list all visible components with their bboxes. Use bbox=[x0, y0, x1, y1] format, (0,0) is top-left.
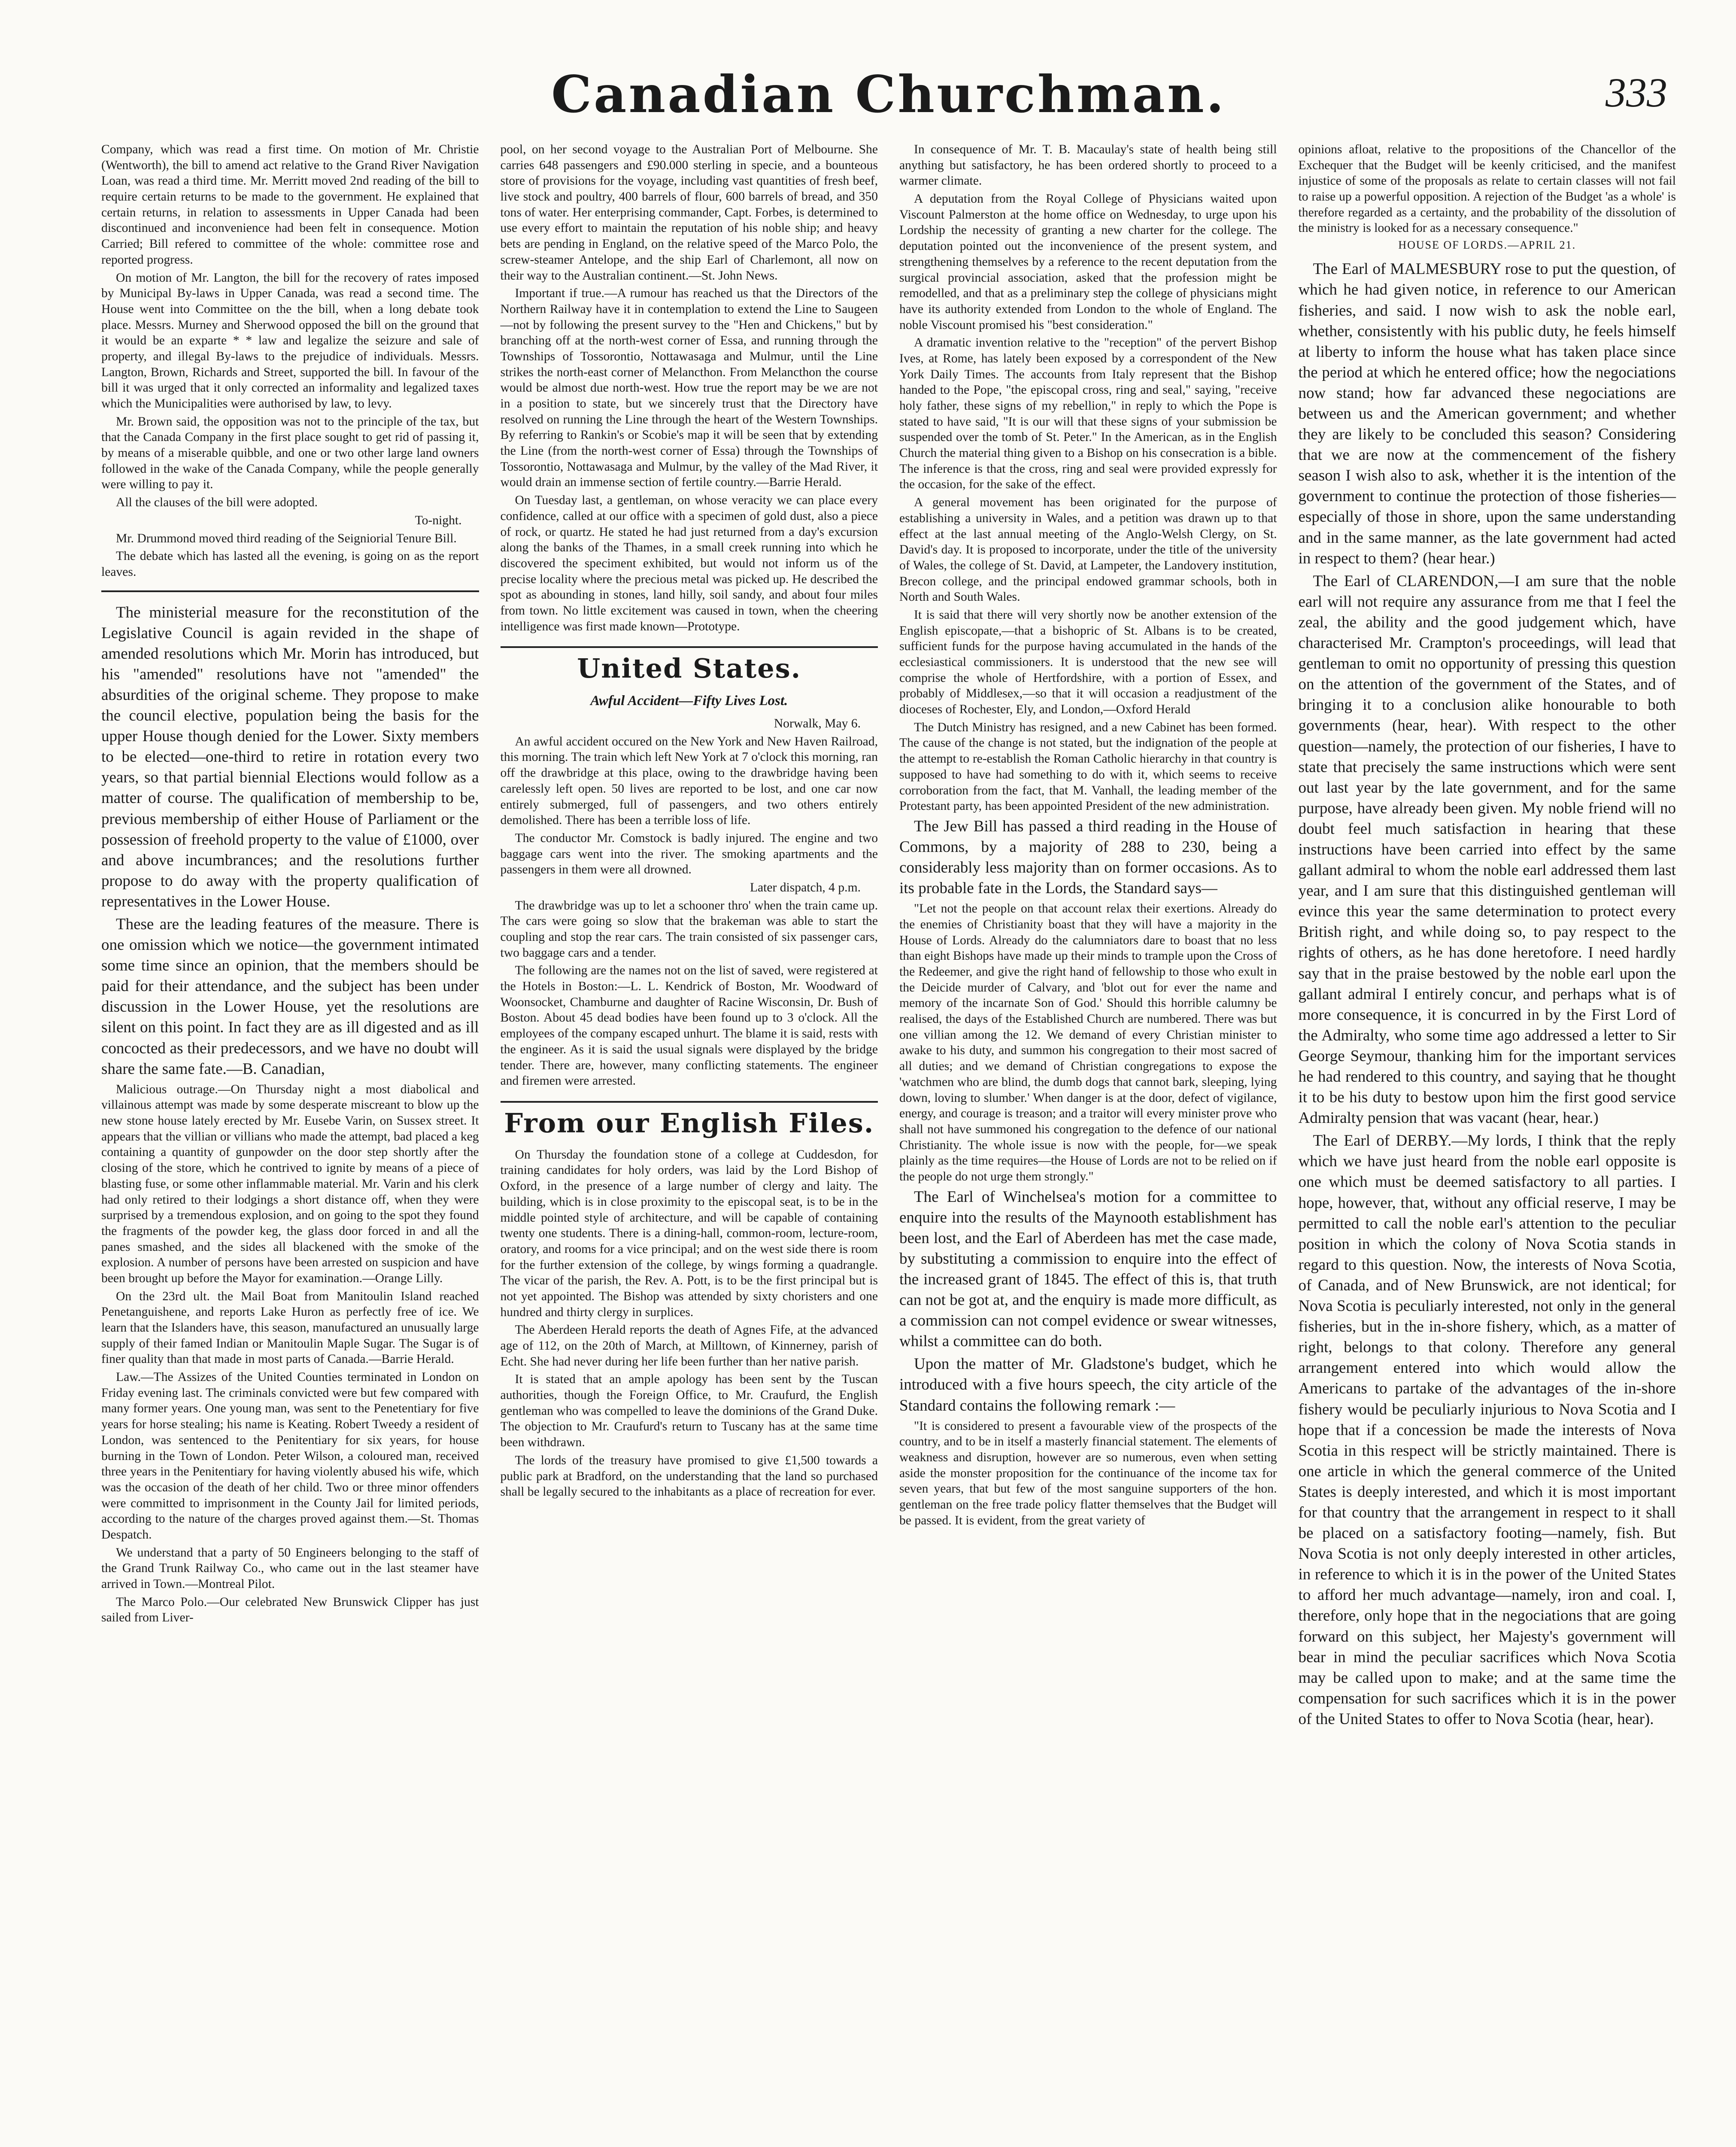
article-paragraph: On motion of Mr. Langton, the bill for the recovery of rates imposed by Municipal By-laws in Upper Canada, was read a second time. The House went into Committee on the the bill, when a long debate took place. Messrs. Murney and Sherwood opposed the bill on the ground that it would be an exparte * * law and legalize the seizure and sale of property, and illegal By-laws to the prejudice of individuals. Messrs. Langton, Brown, Richards and Street, supported the bill. In favour of the bill it was urged that it only corrected an informality and legalized taxes which the Municipalities were authorised by law, to levy. bbox=[101, 271, 479, 411]
maynooth-block bbox=[899, 1187, 1277, 1416]
article-paragraph: The Marco Polo.—Our celebrated New Brunswick Clipper has just sailed from Liver- bbox=[101, 1595, 479, 1625]
article-paragraph: A dramatic invention relative to the "reception" of the pervert Bishop Ives, at Rome, has lately been exposed by a correspondent of the New York Daily Times. The accounts from Italy represent that the Bishop handed to the Pope, "the episcopal cross, ring and seal," saying, "receive holy father, these signs of my rebellion," in reply to which the Pope is stated to have said, "It is our will that these signs of your submission be suspended over the tomb of St. Peter." In the American, as in the English Church the material thing given to a Bishop on his consecration is a bible. The inference is that the cross, ring and seal were provided expressly for the occasion, for the sake of the effect. bbox=[899, 336, 1277, 492]
article-paragraph: The lords of the treasury have promised to give £1,500 towards a public park at Bradford, on the understanding that the land so purchased shall be legally secured to the inhabitants as a place of recreation for ever. bbox=[500, 1453, 878, 1499]
lords-debate-block bbox=[1299, 259, 1676, 1730]
tonight-label: To-night. bbox=[415, 513, 462, 527]
article-paragraph: In consequence of Mr. T. B. Macaulay's state of health being still anything but satisfactory, he has been ordered shortly to proceed to a warmer climate. bbox=[899, 143, 1277, 188]
quoted-paragraph: "It is considered to present a favourable view of the prospects of the country, and to be in itself a masterly financial statement. The elements of weakness and disruption, however are so numerous, even when setting aside the monster proposition for the continuance of the income tax for seven years, that but few of the most sanguine supporters of the hon. gentleman on the free trade policy flatter themselves that the Budget will be passed. It is evident, from the great variety of bbox=[899, 1419, 1277, 1527]
house-of-lords-head: HOUSE OF LORDS.—APRIL 21. bbox=[1398, 239, 1576, 252]
article-paragraph: Upon the matter of Mr. Gladstone's budget, which he introduced with a five hours speech, the city article of the Standard contains the following remark :— bbox=[899, 1355, 1277, 1414]
page-number: 333 bbox=[1605, 70, 1667, 116]
article-paragraph: Law.—The Assizes of the United Counties terminated in London on Friday evening last. The criminals convicted were but few compared with many former years. One young man, was sent to the Penetentiary for five years for horse stealing; his name is Keating. Robert Tweedy a resident of London, was sentenced to the Penitentiary for six years, for house burning in the Town of London. Peter Wilson, a coloured man, received three years in the Penitentiary for having violently abused his wife, which was the occasion of the death of her child. Two or three minor offenders were committed to imprisonment in the County Jail for limited periods, according to the nature of the charges proved against them.—St. Thomas Despatch. bbox=[101, 1370, 479, 1542]
dateline: Norwalk, May 6. bbox=[774, 717, 861, 731]
article-paragraph: On Tuesday last, a gentleman, on whose veracity we can place every confidence, called at our office with a specimen of gold dust, also a piece of rock, or quartz. He stated he had just returned from a day's excursion along the banks of the Thames, in a small creek running into which he discovered the speciment exhibited, but would not inform us of the precise locality where the precious metal was picked up. He described the spot as abounding in stones, land hilly, soil sandy, and about four miles from town. No little excitement was caused in town, when the cheering intelligence was first made known—Prototype. bbox=[500, 493, 878, 633]
article-paragraph: The drawbridge was up to let a schooner thro' when the train came up. The cars were going so slow that the brakeman was able to start the coupling and stop the rear cars. The train consisted of six passenger cars, two baggage cars and a tender. bbox=[500, 898, 878, 960]
column-3 bbox=[899, 142, 1277, 2147]
column-rule bbox=[101, 590, 479, 592]
article-paragraph: All the clauses of the bill were adopted. bbox=[116, 496, 318, 510]
quoted-paragraph: opinions afloat, relative to the propositions of the Chancellor of the Exchequer that the Budget will be keenly criticised, and the manifest injustice of some of the proposals as relate to certain classes will not fail to raise up a powerful opposition. A rejection of the Budget 'as a whole' is therefore regarded as a certainty, and the probability of the dissolution of the ministry is looked for as a necessary consequence." bbox=[1298, 143, 1676, 235]
speech-paragraph: The Earl of DERBY.—My lords, I think that the reply which we have just heard from the noble earl opposite is one which must be deemed satisfactory to all parties. I hope, however, that, without any official reserve, I may be permitted to call the noble earl's attention to the peculiar position in which the colony of Nova Scotia stands in regard to this question. Now, the interests of Nova Scotia, of Canada, and of New Brunswick, are not identical; for Nova Scotia is peculiarly interested, not only in the general fisheries, but in the in-shore fishery, which, as a matter of right, belongs to that colony. Therefore any general arrangement entered into which would allow the Americans to partake of the advantages of the in-shore fishery would be peculiarly injurious to Nova Scotia and I hope that if a concession be made the interests of Nova Scotia in this respect will be strictly maintained. There is one article in which the general commerce of the United States is deeply interested, and which it is most important for that country that the arrangement in respect to it shall be placed on a satisfactory footing—namely, fish. But Nova Scotia is not only deeply interested in other articles, in reference to which it is in the power of the United States to afford her much advantage—namely, iron and coal. I, therefore, only hope that in the negociations that are going forward on this subject, her Majesty's government will bear in mind the peculiar sacrifices which Nova Scotia may be called upon to make; and at the same time the compensation for such sacrifices which it is in the power of the United States to offer to Nova Scotia (hear, hear). bbox=[1298, 1132, 1676, 1728]
masthead bbox=[101, 0, 1676, 142]
section-title: From our English Files. bbox=[504, 1107, 874, 1139]
quoted-paragraph: "Let not the people on that account relax their exertions. Already do the enemies of Christianity boast that they will have a majority in the House of Lords. Already do the calumniators dare to boast that no less than eight Bishops have made up their minds to trample upon the Cross of the Redeemer, and give the right hand of fellowship to those who exult in the Deicide murder of Calvary, and 'blot out for ever the name and memory of the incarnate Son of God.' Should this horrible calumny be realised, the days of the Established Church are numbered. There was but one villian among the 12. We demand of every Christian minister to awake to his duty, and summon his congregation to their most sacred of all duties; and we demand of Christian congregations to expose the 'watchmen who are blind, the dumb dogs that cannot bark, sleeping, lying down, loving to slumber.' When danger is at the door, defect of vigilance, energy, and courage is treason; and a traitor will every minister prove who shall not have summoned his congregation to the defence of our national Christianity. The whole issue is now with the people, for—we speak plainly as the time requires—the House of Lords are not to be relied on if the people do not urge them strongly." bbox=[899, 902, 1277, 1183]
editorial-block bbox=[101, 602, 479, 1080]
article-paragraph: pool, on her second voyage to the Australian Port of Melbourne. She carries 648 passengers and £90.000 sterling in specie, and a bounteous store of provisions for the voyage, including vast quantities of fresh beef, live stock and poultry, 400 barrels of flour, 600 barrels of bread, and 350 tons of water. Her enterprising commander, Capt. Forbes, is determined to use every effort to maintain the reputation of his noble ship; and heavy bets are pending in England, on the relative speed of the Marco Polo, the screw-steamer Antelope, and the ship Earl of Charlemont, all now on their way to the Australian continent.—St. John News. bbox=[500, 143, 878, 283]
article-paragraph: On Thursday the foundation stone of a college at Cuddesdon, for training candidates for holy orders, was laid by the Lord Bishop of Oxford, in the presence of a large number of clergy and laity. The building, which is in close proximity to the episcopal seat, is to be in the middle pointed style of architecture, and will be capable of containing twenty one students. There is a dining-hall, common-room, lecture-room, oratory, and rooms for a vice principal; and on the west side there is room for the further extension of the college, by wings forming a quadrangle. The vicar of the parish, the Rev. A. Pott, is to be the first principal but is not yet appointed. The Bishop was attended by sixty choristers and one hundred and thirty clergy in surplices. bbox=[500, 1147, 878, 1319]
speech-paragraph: The Earl of CLARENDON,—I am sure that the noble earl will not require any assurance from me that I feel the zeal, the ability and the good judgement which, have characterised Mr. Crampton's proceedings, will lead that gentleman to omit no opportunity of pressing this question on the attention of the government of the States, and of bringing it to a conclusion alike honourable to both governments (hear, hear). With respect to the other question—namely, the protection of our fisheries, I have to state that precisely the same instructions which were sent out last year by the late government, and for the same purpose, have already been given. My noble friend will no doubt feel much satisfaction in hearing that these instructions have been carried into effect by the same gallant admiral to whom the noble earl addressed them last year, and I am sure that this distinguished gentleman will evince this year the same determination to protect every British right, and while doing so, to pay respect to the rights of others, as he has done heretofore. I need hardly say that in the praise bestowed by the noble earl upon the gallant admiral I entirely concur, and perhaps what is of more consequence, it is concurred in by the First Lord of the Admiralty, who some time ago addressed a letter to Sir George Seymour, thanking him for the important services he had rendered to this country, and saying that he thought it to be his duty to bestow upon him the first good service Admiralty pension that was vacant (hear, hear.) bbox=[1298, 572, 1676, 1127]
speech-paragraph: The Earl of MALMESBURY rose to put the question, of which he had given notice, in reference to our American fisheries, and said. I now wish to ask the noble earl, whether, consistently with his public duty, he feels himself at liberty to inform the house what has taken place since the period at which he entered office; how the negociations now stand; how far advanced these negociations are between us and the American government; and whether they are likely to be concluded this season? Considering that we are now at the commencement of the fishery season I wish also to ask, whether it is the intention of the government to continue the protection of those fisheries—especially of those in shore, upon the same understanding and in the same manner, as the late government had acted in respect to them? (hear hear.) bbox=[1298, 260, 1676, 567]
article-paragraph: On the 23rd ult. the Mail Boat from Manitoulin Island reached Penetanguishene, and reports Lake Huron as perfectly free of ice. We learn that the Islanders have, this season, manufactured an unusually large supply of their famed Indian or Manitoulin Maple Sugar. The Sugar is of finer quality than that made in most parts of Canada.—Barrie Herald. bbox=[101, 1289, 479, 1366]
article-paragraph: The debate which has lasted all the evening, is going on as the report leaves. bbox=[101, 549, 479, 579]
article-paragraph: The following are the names not on the list of saved, were registered at the Hotels in Boston:—L. L. Kendrick of Boston, Mr. Woodward of Woonsocket, Chamburne and daughter of Racine Wisconsin, Dr. Bush of Boston. About 45 dead bodies have been found up to 3 o'clock. All the employees of the company escaped unhurt. The blame it is said, rests with the engineer. As it is said the usual signals were displayed by the bridge tender. There are, however, many conflicting statements. The engineer and firemen were arrested. bbox=[500, 964, 878, 1088]
article-paragraph: Mr. Brown said, the opposition was not to the principle of the tax, but that the Canada Company in the first place sought to get rid of passing it, by means of a miserable quibble, and one or two other large land owners followed in the wake of the Canada Company, while the people generally were willing to pay it. bbox=[101, 414, 479, 492]
article-paragraph: The Dutch Ministry has resigned, and a new Cabinet has been formed. The cause of the change is not stated, but the indignation of the people at the attempt to re-establish the Roman Catholic hierarchy in that country is supposed to have had something to do with it, which seems to receive corroboration from the fact, that M. Vanhall, the leading member of the Protestant party, has been appointed President of the new administration. bbox=[899, 720, 1277, 813]
article-subhead: Awful Accident—Fifty Lives Lost. bbox=[590, 693, 788, 709]
article-paragraph: We understand that a party of 50 Engineers belonging to the staff of the Grand Trunk Railway Co., who came out in the last steamer have arrived in Town.—Montreal Pilot. bbox=[101, 1545, 479, 1591]
article-paragraph: A deputation from the Royal College of Physicians waited upon Viscount Palmerston at the home office on Wednesday, to urge upon his Lordship the necessity of granting a new charter for the college. The deputation pointed out the inconvenience of the present system, and strengthening themselves by a reference to the recent deputation from the surgical provincial association, asked that the profession might be remodelled, and that as a preliminary step the college of physicians might have its authority extended from London to the whole of England. The noble Viscount promised his "best consideration." bbox=[899, 192, 1277, 332]
article-paragraph: An awful accident occured on the New York and New Haven Railroad, this morning. The train which left New York at 7 o'clock this morning, ran off the drawbridge at this place, owing to the drawbridge having been carelessly left open. 50 lives are reported to be lost, and one car now entirely submerged, full of passengers, and two others entirely demolished. There has been a terrible loss of life. bbox=[500, 734, 878, 827]
section-title: United States. bbox=[577, 653, 801, 684]
article-paragraph: The Aberdeen Herald reports the death of Agnes Fife, at the advanced age of 112, on the 20th of March, at Milltown, of Kinnerney, parish of Echt. She had never during her life been further than her native parish. bbox=[500, 1323, 878, 1368]
section-head-united-states bbox=[501, 646, 878, 685]
article-paragraph: The Earl of Winchelsea's motion for a committee to enquire into the results of the Maynooth establishment has been lost, and the Earl of Aberdeen has met the case made, by substituting a commission to enquire into the effect of the increased grant of 1845. The effect of this is, that truth can not be got at, and the enquiry is made more difficult, as a commission can not compel evidence or swear witnesses, whilst a committee can do both. bbox=[899, 1188, 1277, 1350]
article-paragraph: The conductor Mr. Comstock is badly injured. The engine and two baggage cars went into the river. The smoking apartments and the passengers in them were all drowned. bbox=[500, 831, 878, 877]
dateline: Later dispatch, 4 p.m. bbox=[750, 880, 861, 894]
column-1 bbox=[101, 142, 479, 2147]
article-paragraph: Important if true.—A rumour has reached us that the Directors of the Northern Railway have it in contemplation to extend the Line to Saugeen—not by following the present survey to the "Hen and Chickens," but by branching off at the north-west corner of Essa, and running through the Townships of Tossorontio, Nottawasaga and Mulmur, until the Line strikes the north-east corner of Melancthon. From Melancthon the course would be almost due north-west. How true the report may be we are not in a position to state, but we sincerely trust that the Directory have resolved on running the Line through the heart of the Western Townships. By referring to Rankin's or Scobie's map it will be seen that by extending the Line (from the north-west corner of Essa) through the Townships of Tossorontio, Nottawasaga and Mulmur, by the valley of the Mad River, it would drain an immense section of fertile country.—Barrie Herald. bbox=[500, 286, 878, 490]
article-paragraph: Mr. Drummond moved third reading of the Seigniorial Tenure Bill. bbox=[116, 531, 457, 545]
article-paragraph: The Jew Bill has passed a third reading in the House of Commons, by a majority of 288 to 230, being a considerably less majority than on former occasions. As to its probable fate in the Lords, the Standard says— bbox=[899, 817, 1277, 897]
article-paragraph: Company, which was read a first time. On motion of Mr. Christie (Wentworth), the bill to amend act relative to the Grand River Navigation Loan, was read a third time. Mr. Merritt moved 2nd reading of the bill to require certain returns to be made to the government. He explained that certain returns, in relation to assessments in Upper Canada had been discontinued and inconvenience had been felt in consequence. Motion Carried; Bill refered to committee of the whole: committee rose and reported progress. bbox=[101, 143, 479, 267]
column-2 bbox=[501, 142, 878, 2147]
newspaper-title: Canadian Churchman. bbox=[551, 64, 1226, 124]
article-paragraph: Malicious outrage.—On Thursday night a most diabolical and villainous attempt was made by some desperate miscreant to blow up the new stone house lately erected by Mr. Eusebe Varin, on Sussex street. It appears that the villian or villians who made the attempt, bad placed a keg containing a quantity of gunpowder on the door step shortly after the closing of the store, which he contrived to ignite by means of a piece of blasting fuse, or some other inflammable material. Mr. Varin and his clerk had only retired to their lodgings a short distance off, when they were surprised by a tremendous explosion, and on going to the spot they found the fragments of the powder keg, the glass door forced in and all the panes smashed, and the sides all blackened with the smoke of the explosion. A number of persons have been arrested on suspicion and have been brought up before the Mayor for examination.—Orange Lilly. bbox=[101, 1082, 479, 1285]
article-paragraph: It is stated that an ample apology has been sent by the Tuscan authorities, though the Foreign Office, to Mr. Craufurd, the English gentleman who was compelled to leave the dominions of the Grand Duke. The objection to Mr. Craufurd's return to Tuscany has at the same time been withdrawn. bbox=[500, 1372, 878, 1450]
columns bbox=[101, 142, 1676, 2147]
jew-bill-block bbox=[899, 816, 1277, 899]
editorial-paragraph: The ministerial measure for the reconstitution of the Legislative Council is again revided in the shape of amended resolutions which Mr. Morin has introduced, but his "amended" resolutions have not "amended" the absurdities of the original scheme. They propose to make the council elective, population being the basis for the upper House though denied for the Lower. Sixty members to be elected—one-third to retire in rotation every two years, so that partial biennial Elections would follow as a matter of course. The qualification of membership to be, previous membership of either House of Parliament or the possession of freehold property to the value of £1000, over and above incumbrances; and the resolutions further propose to do away with the property qualification of representatives in the Lower House. bbox=[101, 603, 479, 910]
editorial-paragraph: These are the leading features of the measure. There is one omission which we notice—the government intimated some time since an opinion, that the members should be paid for their attendance, and the subject has been under discussion in the Lower House, yet the resolutions are silent on this point. In fact they are as ill digested and as ill concocted as their predecessors, and we have no doubt will share the same fate.—B. Canadian, bbox=[101, 915, 479, 1078]
section-head-english-files bbox=[501, 1101, 878, 1140]
column-4 bbox=[1299, 142, 1676, 2147]
article-paragraph: It is said that there will very shortly now be another extension of the English episcopate,—that a bishopric of St. Albans is to be created, sufficient funds for the purpose having accumulated in the hands of the ecclesiastical commissioners. It is understood that the new see will comprise the whole of Hertfordshire, with a portion of Essex, and probably of Middlesex,—so that it will occasion a readjustment of the dioceses of Rochester, Ely, and London,—Oxford Herald bbox=[899, 608, 1277, 717]
article-paragraph: A general movement has been originated for the purpose of establishing a university in Wales, and a petition was drawn up to that effect at the last annual meeting of the Anglo-Welsh Clergy, on St. David's day. It is proposed to incorporate, under the title of the university of Wales, the college of St. David, at Lampeter, the Landovery institution, Brecon college, and the principal endowed grammar schools, both in North and South Wales. bbox=[899, 496, 1277, 604]
